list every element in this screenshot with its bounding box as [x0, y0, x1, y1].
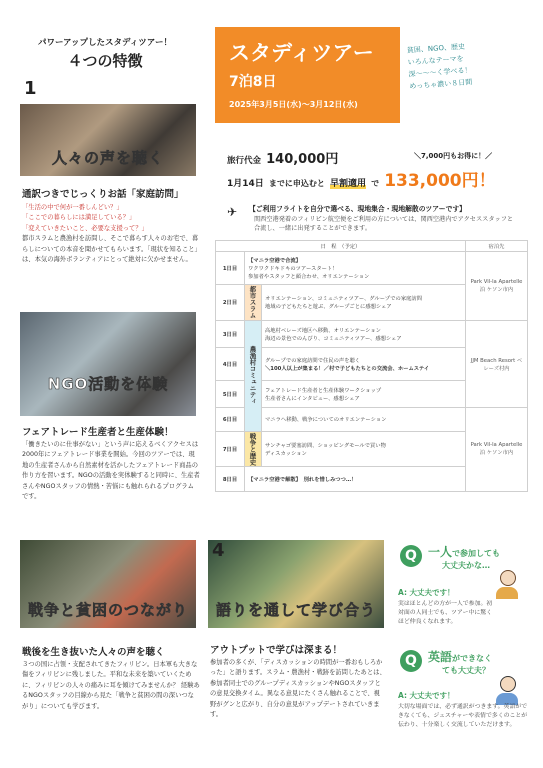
feature-4-title: アウトプットで学びは深まる！ — [210, 645, 343, 656]
schedule-header: 日 程 （予定） — [216, 241, 466, 252]
feature-3-title: 戦後を生き抜いた人々の声を聴く — [22, 647, 165, 658]
faq-1-person-icon — [494, 570, 520, 598]
hotel-3: Park Vil-la Apartelle泊 ケソン市内 — [466, 407, 528, 492]
feature-1-title: 通訳つきでじっくりお話「家庭訪問」 — [22, 189, 184, 200]
early-deadline-text: までに申込むと — [268, 179, 325, 188]
group-war: 戦争と歴史 — [245, 431, 262, 467]
feature-3-caption: 戦争と貧困のつながり — [27, 601, 188, 619]
faq-1-answer-body: 実はほとんどの方が一人で参加。初対面の人同士でも、ツアー中に驚くほど仲良くなれます。 — [398, 601, 493, 625]
features-subtitle: パワーアップしたスタディツアー！ — [37, 38, 173, 48]
features-title: ４つの特徴 — [67, 52, 143, 70]
faq-2-person-icon — [494, 676, 520, 704]
faq-1-question: 一人で参加しても 大丈夫かな… — [428, 545, 501, 570]
hotel-1: Park Vil-la Apartelle泊 ケソン市内 — [466, 252, 528, 321]
day-label: 1日目 — [216, 252, 245, 285]
feature-2-photo — [20, 312, 196, 416]
day-label: 7日目 — [216, 431, 245, 467]
feature-1-quote: 「生活の中で何が一番しんどい？」 — [22, 204, 123, 211]
faq-2-answer-head: A: 大丈夫です！ — [398, 691, 455, 700]
hotel-2: JJM Beach Resort ベレーズ村内 — [466, 320, 528, 407]
group-rural: 農漁村コミュニティ — [245, 320, 262, 431]
feature-1-text: 都市スラムと農漁村を訪問し、そこで暮らす人々のお宅で、暮らしについての本音を聞かせてもらいます。「現状を知ること」は、本気の海外ボランティアにとって絶対に欠かせません。 — [22, 235, 199, 264]
early-deadline: 1月14日 — [227, 179, 264, 189]
feature-4-number: 4 — [212, 540, 225, 561]
group-slum: 都市スラム — [245, 285, 262, 321]
faq-2-question: 英語ができなく ても大丈夫？ — [428, 650, 493, 675]
flight-title: 【ご利用フライトを自分で選べる、現地集合・現地解散のツアーです】 — [249, 205, 466, 213]
day-label: 2日目 — [216, 285, 245, 321]
faq-2-answer-body: 大切な場面では、必ず通訳がつきます。英語ができなくても、ジェスチャーや表情で多くのことが伝わり、十分楽しく交流していただけます。 — [398, 704, 528, 728]
early-label: 早割適用 — [329, 179, 366, 189]
feature-4-caption: 語りを通して学び合う — [215, 601, 376, 619]
hero-banner — [215, 27, 400, 123]
early-amount: 133,000円！ — [384, 171, 496, 191]
features-header — [0, 36, 210, 71]
feature-1-photo — [20, 104, 196, 176]
price-label: 旅行代金 — [227, 156, 262, 166]
plane-icon: ✈ — [227, 205, 238, 219]
price-save-note: ＼7,000円もお得に！／ — [414, 152, 493, 160]
day-label: 3日目 — [216, 320, 245, 347]
feature-1-number: 1 — [24, 78, 37, 99]
faq-2-q-badge: Q — [400, 650, 422, 672]
early-bird-row — [227, 166, 496, 191]
feature-3-body — [22, 660, 200, 712]
hero-title: スタディツアー — [229, 41, 374, 65]
feature-2-body — [22, 440, 200, 502]
flight-desc: 関西空港発着のフィリピン航空便をご利用の方については、関西空港内でアクセススタッフと合流し、一緒に出発することができます。 — [254, 216, 514, 232]
day-label: 4日目 — [216, 347, 245, 380]
hero-dates: 2025年3月5日(水)～3月12日(水) — [229, 100, 358, 109]
faq-1-answer-head: A: 大丈夫です！ — [398, 588, 455, 597]
feature-2-caption: NGO活動を体験 — [47, 375, 169, 393]
feature-2-title: フェアトレード生産者と生産体験！ — [22, 427, 174, 438]
feature-4-text: 参加者の多くが、「ディスカッションの時間が一番おもしろかった」と語ります。スラム・農漁村・戦跡を訪問したあとは、参加者同士でのグループディスカッションやNGOスタッフとの意見交換タイム。異なる意見にたくさん触れることで、視野がグンと広がり、自分の意見がアップデートされていきます。 — [210, 659, 386, 719]
feature-1-quote: 「ここでの暮らしには満足している？」 — [22, 214, 136, 222]
feature-1-body — [22, 203, 200, 265]
feature-4-body — [210, 658, 386, 720]
day-label: 5日目 — [216, 380, 245, 407]
hero-duration: 7泊8日 — [229, 74, 277, 90]
feature-1-quote: 「変えていきたいこと、必要な支援って？」 — [22, 224, 148, 232]
faq-1-q-badge: Q — [400, 545, 422, 567]
schedule-hotel-header: 宿泊先 — [466, 241, 528, 252]
day-label: 8日目 — [216, 467, 245, 492]
feature-3-photo — [20, 540, 196, 628]
day-label: 6日目 — [216, 407, 245, 431]
price-amount: 140,000円 — [266, 152, 339, 167]
feature-1-caption: 人々の声を聴く — [51, 149, 164, 167]
schedule-table: 日 程 （予定） 宿泊先 1日目 【マニラ空港で合流】 ワクワクドキドキのツアースタート！ 参加者やスタッフと顔合わせ、オリエンテーション Park Vil-la Apartelle泊 ケソン市内 2日目 都市スラム オリエンテーション、コミュニティツアー、グループでの家庭訪問 地域の子どもたちと遊ぶ、グループごとに感想シェア 3日目 農漁村コミュニティ 高地村ベレーズ地区へ移動、オリエンテーション 海辺の景色でのんびり、コミュニティツアー、感想シェア JJM Beach Resort ベレーズ村内 4日目 グループでの家庭訪問で住民の声を聴く ＼100人以上が集まる！／村で子どもたちとの交流会、ホームステイ 5日目 フェアトレード生産者と生産体験ワークショップ 生産者さんにインタビュー、感想シェア 6日目 マニラへ移動、戦争についてのオリエンテーション Park Vil-la Apartelle泊 ケソン市内 7日目 戦争と歴史 サンチャゴ要塞訪問、ショッピングモールで買い物 ディスカッション 8日目 【マニラ空港で解散】 別れを惜しみつつ…！ — [215, 240, 528, 492]
price-row — [227, 148, 338, 167]
feature-2-text: 「働きたいのに仕事がない」という声に応えるべくアクセスは2000年にフェアトレード事業を開始。今回のツアーでは、現地の生産者さんから自然素材を活かしたフェアトレード商品の作り方を習います。NGOの活動を実体験すると同時に、生産者さんやNGOスタッフの情熱・苦悩にも触れられるプログラムです。 — [22, 441, 200, 501]
feature-3-text: ３つの国に占領・支配されてきたフィリピン。日本軍も大きな傷をフィリピンに残しました。平和な未来を築いていくために、フィリピンの人々の痛みに耳を傾けてみませんか？ 経験あるNGOスタッフの目線から見た「戦争と貧困の間の深いつながり」についても学びます。 — [22, 661, 200, 710]
early-arrow: で — [371, 179, 380, 188]
hero-tagline: 貧困、NGO、歴史 いろんなテーマを 深～～～く学べる！ めっちゃ濃い８日間 — [406, 42, 473, 91]
